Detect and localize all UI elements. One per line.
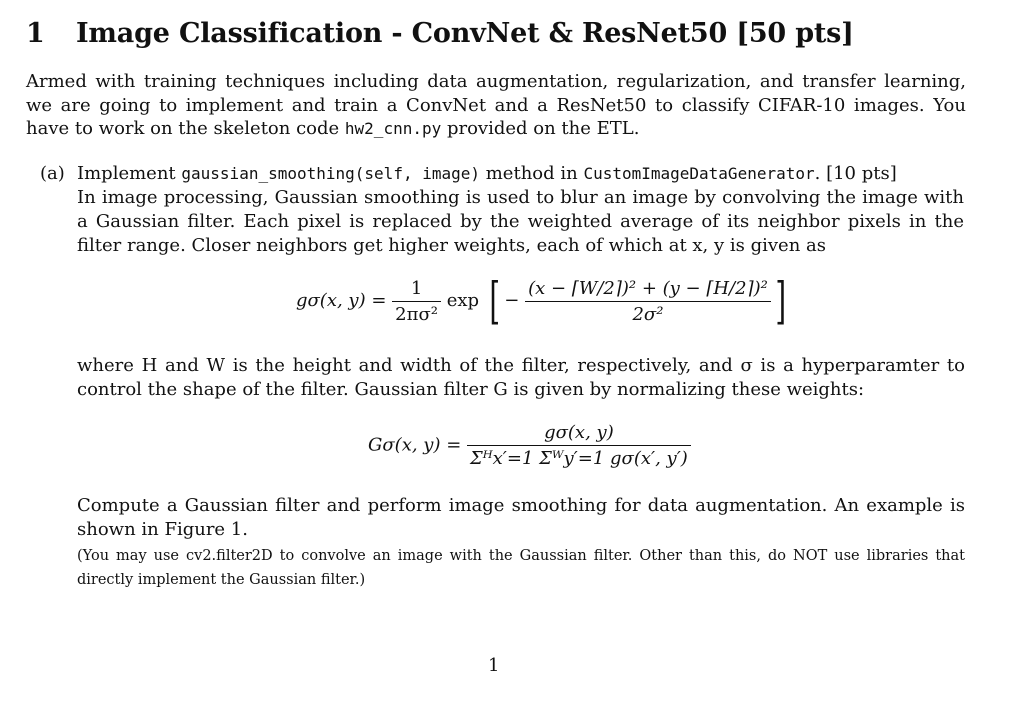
part-a-points: . [10 pts] [814, 163, 897, 184]
eq1-coef-denominator: 2πσ² [395, 303, 438, 325]
part-a-method-code: gaussian_smoothing(self, image) [181, 164, 481, 183]
eq2-denominator: Σᴴx′=1 Σᵂy′=1 gσ(x′, y′) [470, 448, 688, 469]
where-paragraph: where H and W is the height and width of the filter, respectively, and σ is a hyperparamter to control the shape of the filter. Gaussian filter G is given by normalizing these weights: [77, 355, 965, 400]
gaussian-weight-equation: gσ(x, y) = $\frac{1}{\text{2πσ²}}$ exp [ − $\frac{\text{(x − ⌈W/2⌉)² + (y − ⌈H/2⌉)²}}{\text{2σ²}}$ ] [296, 272, 786, 330]
intro-paragraph [26, 70, 966, 141]
section-heading [26, 18, 854, 49]
eq1-exp-denominator: 2σ² [632, 303, 664, 325]
intro-code-filename: hw2_cnn.py [344, 119, 442, 138]
section-title-text: Image Classification - ConvNet & ResNet50 [50 pts] [76, 18, 854, 49]
eq1-coefficient [392, 278, 441, 325]
eq1-exp: exp [446, 290, 480, 311]
eq2-numerator: gσ(x, y) [467, 422, 691, 446]
eq2-lhs: Gσ(x, y) = [368, 434, 462, 456]
page-number: 1 [488, 655, 500, 676]
intro-text-before: Armed with training techniques including data augmentation, regularization, and transfer learning, we are going to implement and train a ConvNet and a ResNet50 to classify CIFAR-10 images. You have to work on the skeleton code [26, 71, 966, 139]
eq1-lhs: gσ(x, y) = [296, 290, 387, 311]
intro-text-after: provided on the ETL. [441, 118, 640, 139]
eq1-coef-numerator: 1 [392, 278, 441, 302]
part-a-description: In image processing, Gaussian smoothing is used to blur an image by convolving the image with a Gaussian filter. Each pixel is replaced by the weighted average of its neighbor pixels in the filter range. Closer neighbors get higher weights, each of which at x, y is given as [77, 187, 964, 256]
left-bracket: [ [489, 272, 500, 330]
normalized-filter-equation [368, 422, 691, 469]
section-number: 1 [26, 18, 45, 49]
part-a-lead: Implement [77, 163, 182, 184]
part-a-mid: method in [480, 163, 584, 184]
library-note: (You may use cv2.filter2D to convolve an image with the Gaussian filter. Other than this, do NOT use libraries that directly implement the Gaussian filter.) [77, 548, 965, 588]
part-a-item [40, 162, 964, 258]
right-bracket: ] [775, 272, 786, 330]
eq1-exp-numerator: (x − ⌈W/2⌉)² + (y − ⌈H/2⌉)² [525, 278, 771, 302]
eq1-exponent [525, 278, 771, 325]
part-a-label: (a) [40, 163, 65, 184]
eq2-fraction [467, 422, 691, 469]
part-a-body [77, 162, 964, 258]
part-a-class-code: CustomImageDataGenerator [583, 164, 815, 183]
compute-paragraph: Compute a Gaussian filter and perform image smoothing for data augmentation. An example is shown in Figure 1. [77, 495, 965, 540]
